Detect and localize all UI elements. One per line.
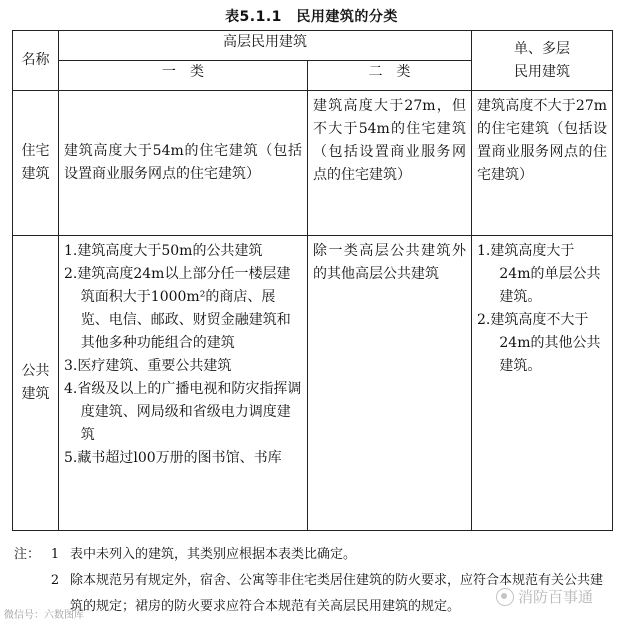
public-low-rise-item-text-a: 建筑高度大于 xyxy=(490,243,575,259)
residential-class-one: 建筑高度大于54m的住宅建筑（包括设置商业服务网点的住宅建筑） xyxy=(59,91,308,236)
notes-label: 注： xyxy=(14,547,41,562)
header-low-rise-line2: 民用建筑 xyxy=(514,63,570,80)
building-classification-table xyxy=(12,30,613,531)
residential-name-line2: 建筑 xyxy=(21,166,50,182)
header-low-rise xyxy=(472,31,613,91)
public-class-one-item: 2.建筑高度24m以上部分任一楼层建筑面积大于1000m²的商店、展览、电信、邮政、财贸金融建筑和其他多种功能组合的建筑 xyxy=(64,266,291,351)
public-name-line1: 公共 xyxy=(21,363,50,379)
public-class-one-item: 5.藏书超过l00万册的图书馆、书库 xyxy=(64,450,282,466)
public-low-rise-item-text-b: 24m的单层公共建筑。 xyxy=(499,266,601,305)
public-class-one-item: 1.建筑高度大于50m的公共建筑 xyxy=(64,243,263,259)
watermark-right-text: 消防百事通 xyxy=(518,588,594,606)
public-low-rise-item-num: 2. xyxy=(477,312,491,328)
public-low-rise-item-text-a: 建筑高度不大于 xyxy=(490,312,589,328)
note-text: 表中未列入的建筑，其类别应根据本表类比确定。 xyxy=(70,547,357,562)
note-number: 1 xyxy=(50,547,60,562)
residential-row xyxy=(13,91,613,236)
public-row xyxy=(13,236,613,531)
note-number: 2 xyxy=(50,573,60,588)
residential-name xyxy=(13,91,59,236)
header-high-rise: 高层民用建筑 xyxy=(59,31,472,61)
header-name: 名称 xyxy=(13,31,59,91)
header-low-rise-line1: 单、多层 xyxy=(514,40,570,57)
watermark-left: 微信号：六数图库 xyxy=(4,610,84,621)
public-name xyxy=(13,236,59,531)
public-low-rise-item-num: 1. xyxy=(477,243,491,259)
residential-class-two: 建筑高度大于27m，但不大于54m的住宅建筑（包括设置商业服务网点的住宅建筑） xyxy=(308,91,472,236)
header-class-two: 二 类 xyxy=(308,61,472,91)
note-item xyxy=(14,542,614,568)
public-low-rise-item xyxy=(477,240,607,309)
public-name-line2: 建筑 xyxy=(21,386,50,402)
public-class-one xyxy=(59,236,308,531)
watermark-right xyxy=(496,586,593,607)
public-low-rise-item xyxy=(477,309,607,378)
residential-low-rise: 建筑高度不大于27m的住宅建筑（包括设置商业服务网点的住宅建筑） xyxy=(472,91,613,236)
wechat-logo-icon xyxy=(496,588,514,606)
header-row-1 xyxy=(13,31,613,61)
table-notes xyxy=(14,542,614,620)
public-class-one-item: 3.医疗建筑、重要公共建筑 xyxy=(64,358,232,374)
public-class-two: 除一类高层公共建筑外的其他高层公共建筑 xyxy=(308,236,472,531)
header-class-one: 一 类 xyxy=(59,61,308,91)
public-class-one-item: 4.省级及以上的广播电视和防灾指挥调度建筑、网局级和省级电力调度建筑 xyxy=(64,381,302,443)
note-text: 除本规范另有规定外，宿舍、公寓等非住宅类居住建筑的防火要求，应符合本规范有关公共建筑的规定；裙房的防火要求应符合本规范有关高层民用建筑的规定。 xyxy=(70,573,604,614)
table-title: 表5.1.1 民用建筑的分类 xyxy=(225,9,398,25)
residential-name-line1: 住宅 xyxy=(21,143,50,159)
public-low-rise-item-text-b: 24m的其他公共建筑。 xyxy=(499,335,601,374)
public-low-rise xyxy=(472,236,613,531)
